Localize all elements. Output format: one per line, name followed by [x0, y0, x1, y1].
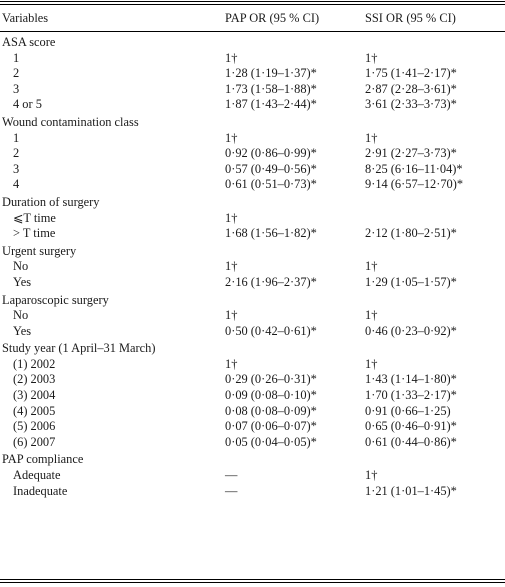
pap-or-cell: 0·50 (0·42–0·61)*: [225, 323, 317, 338]
ssi-or-cell: 1†: [365, 130, 378, 145]
table-row: [0, 275, 505, 291]
ssi-or-cell: 8·25 (6·16–11·04)*: [365, 161, 463, 176]
empty-cell: [365, 450, 505, 468]
table-row: [0, 177, 505, 193]
row-label: (5) 2006: [13, 419, 56, 434]
table-row: [0, 211, 505, 227]
header-variables: Variables: [2, 11, 49, 25]
pap-or-cell: 0·08 (0·08–0·09)*: [225, 403, 317, 418]
header-pap: PAP OR (95 % CI): [225, 11, 320, 25]
ssi-or-cell: [365, 211, 505, 227]
pap-or-cell: —: [225, 483, 238, 498]
empty-cell: [225, 242, 365, 260]
empty-cell: [225, 450, 365, 468]
section-title: Laparoscopic surgery: [2, 292, 109, 307]
ssi-or-cell: 3·61 (2·33–3·73)*: [365, 97, 457, 112]
row-label: 1: [13, 50, 20, 65]
section-title: Urgent surgery: [2, 243, 77, 258]
section-title: PAP compliance: [2, 452, 84, 467]
row-label: Adequate: [13, 468, 61, 483]
section-header-row: [0, 31, 505, 51]
pap-or-cell: 1†: [225, 259, 238, 274]
ssi-or-cell: 0·61 (0·44–0·86)*: [365, 434, 457, 449]
section-header-row: [0, 113, 505, 131]
pap-or-cell: 1·73 (1·58–1·88)*: [225, 81, 317, 96]
row-label: Yes: [13, 323, 32, 338]
pap-or-cell: 1·87 (1·43–2·44)*: [225, 97, 317, 112]
pap-or-cell: 1†: [225, 356, 238, 371]
table-row: [0, 404, 505, 420]
pap-or-cell: —: [225, 468, 238, 483]
row-label: (1) 2002: [13, 356, 56, 371]
table-row: [0, 484, 505, 500]
ssi-or-cell: 2·91 (2·27–3·73)*: [365, 146, 457, 161]
bottom-rule-inner: [0, 579, 505, 580]
empty-cell: [365, 113, 505, 131]
table-row: [0, 226, 505, 242]
ssi-or-cell: 1†: [365, 356, 378, 371]
pap-or-cell: 1†: [225, 50, 238, 65]
pap-or-cell: 1†: [225, 308, 238, 323]
section-header-row: [0, 291, 505, 309]
pap-or-cell: 0·07 (0·06–0·07)*: [225, 419, 317, 434]
pap-or-cell: 2·16 (1·96–2·37)*: [225, 274, 317, 289]
row-label: 2: [13, 66, 20, 81]
empty-cell: [365, 242, 505, 260]
ssi-or-cell: 2·12 (1·80–2·51)*: [365, 226, 457, 241]
odds-ratio-table: [0, 6, 505, 499]
section-header-row: [0, 339, 505, 357]
row-label: (6) 2007: [13, 434, 56, 449]
row-label: 4: [13, 177, 20, 192]
row-label: 3: [13, 81, 20, 96]
table-row: [0, 419, 505, 435]
section-title: ASA score: [2, 35, 56, 49]
ssi-or-cell: 0·65 (0·46–0·91)*: [365, 419, 457, 434]
ssi-or-cell: 1·29 (1·05–1·57)*: [365, 274, 457, 289]
section-title: Wound contamination class: [2, 114, 139, 129]
table-row: [0, 468, 505, 484]
table-row: [0, 97, 505, 113]
pap-or-cell: 0·05 (0·04–0·05)*: [225, 434, 317, 449]
empty-cell: [225, 31, 365, 51]
empty-cell: [365, 291, 505, 309]
row-label: (4) 2005: [13, 403, 56, 418]
pap-or-cell: 0·29 (0·26–0·31)*: [225, 372, 317, 387]
pap-or-cell: 0·92 (0·86–0·99)*: [225, 146, 317, 161]
table-row: [0, 435, 505, 451]
pap-or-cell: 1†: [225, 210, 238, 225]
pap-or-cell: 1·68 (1·56–1·82)*: [225, 226, 317, 241]
row-label: ⩽T time: [13, 210, 56, 225]
row-label: Inadequate: [13, 483, 68, 498]
section-title: Duration of surgery: [2, 194, 100, 209]
bottom-rule-outer: [0, 582, 505, 583]
top-rule-inner: [0, 4, 505, 5]
ssi-or-cell: 1†: [365, 308, 378, 323]
ssi-or-cell: 1†: [365, 259, 378, 274]
pap-or-cell: 0·61 (0·51–0·73)*: [225, 177, 317, 192]
table-row: [0, 308, 505, 324]
ssi-or-cell: 1·75 (1·41–2·17)*: [365, 66, 457, 81]
header-ssi: SSI OR (95 % CI): [365, 11, 456, 25]
ssi-or-cell: 1·43 (1·14–1·80)*: [365, 372, 457, 387]
ssi-or-cell: 1·70 (1·33–2·17)*: [365, 388, 457, 403]
row-label: (3) 2004: [13, 388, 56, 403]
pap-or-cell: 1·28 (1·19–1·37)*: [225, 66, 317, 81]
row-label: No: [13, 259, 29, 274]
table-body: [0, 6, 505, 499]
empty-cell: [225, 193, 365, 211]
row-label: Yes: [13, 274, 32, 289]
pap-or-cell: 1†: [225, 130, 238, 145]
row-label: 3: [13, 161, 20, 176]
row-label: 2: [13, 146, 20, 161]
row-label: No: [13, 308, 29, 323]
ssi-or-cell: 0·91 (0·66–1·25): [365, 403, 451, 418]
section-header-row: [0, 450, 505, 468]
header-row: [0, 6, 505, 31]
empty-cell: [225, 113, 365, 131]
top-rule-outer: [0, 1, 505, 2]
ssi-or-cell: 1†: [365, 468, 378, 483]
ssi-or-cell: 9·14 (6·57–12·70)*: [365, 177, 464, 192]
row-label: (2) 2003: [13, 372, 56, 387]
ssi-or-cell: 0·46 (0·23–0·92)*: [365, 323, 457, 338]
section-title: Study year (1 April–31 March): [2, 341, 156, 356]
table-row: [0, 162, 505, 178]
pap-or-cell: 0·57 (0·49–0·56)*: [225, 161, 317, 176]
table-row: [0, 131, 505, 147]
empty-cell: [365, 193, 505, 211]
table-row: [0, 324, 505, 340]
row-label: 1: [13, 130, 20, 145]
row-label: > T time: [13, 226, 56, 241]
table-row: [0, 66, 505, 82]
empty-cell: [365, 339, 505, 357]
ssi-or-cell: 1†: [365, 50, 378, 65]
ssi-or-cell: 1·21 (1·01–1·45)*: [365, 483, 457, 498]
section-header-row: [0, 242, 505, 260]
row-label: 4 or 5: [13, 97, 42, 112]
table-row: [0, 388, 505, 404]
empty-cell: [225, 291, 365, 309]
section-header-row: [0, 193, 505, 211]
empty-cell: [365, 31, 505, 51]
table-row: [0, 372, 505, 388]
pap-or-cell: 0·09 (0·08–0·10)*: [225, 388, 317, 403]
ssi-or-cell: 2·87 (2·28–3·61)*: [365, 81, 457, 96]
table-row: [0, 259, 505, 275]
table-row: [0, 357, 505, 373]
empty-cell: [225, 339, 365, 357]
table-row: [0, 51, 505, 67]
table-row: [0, 82, 505, 98]
table-row: [0, 146, 505, 162]
